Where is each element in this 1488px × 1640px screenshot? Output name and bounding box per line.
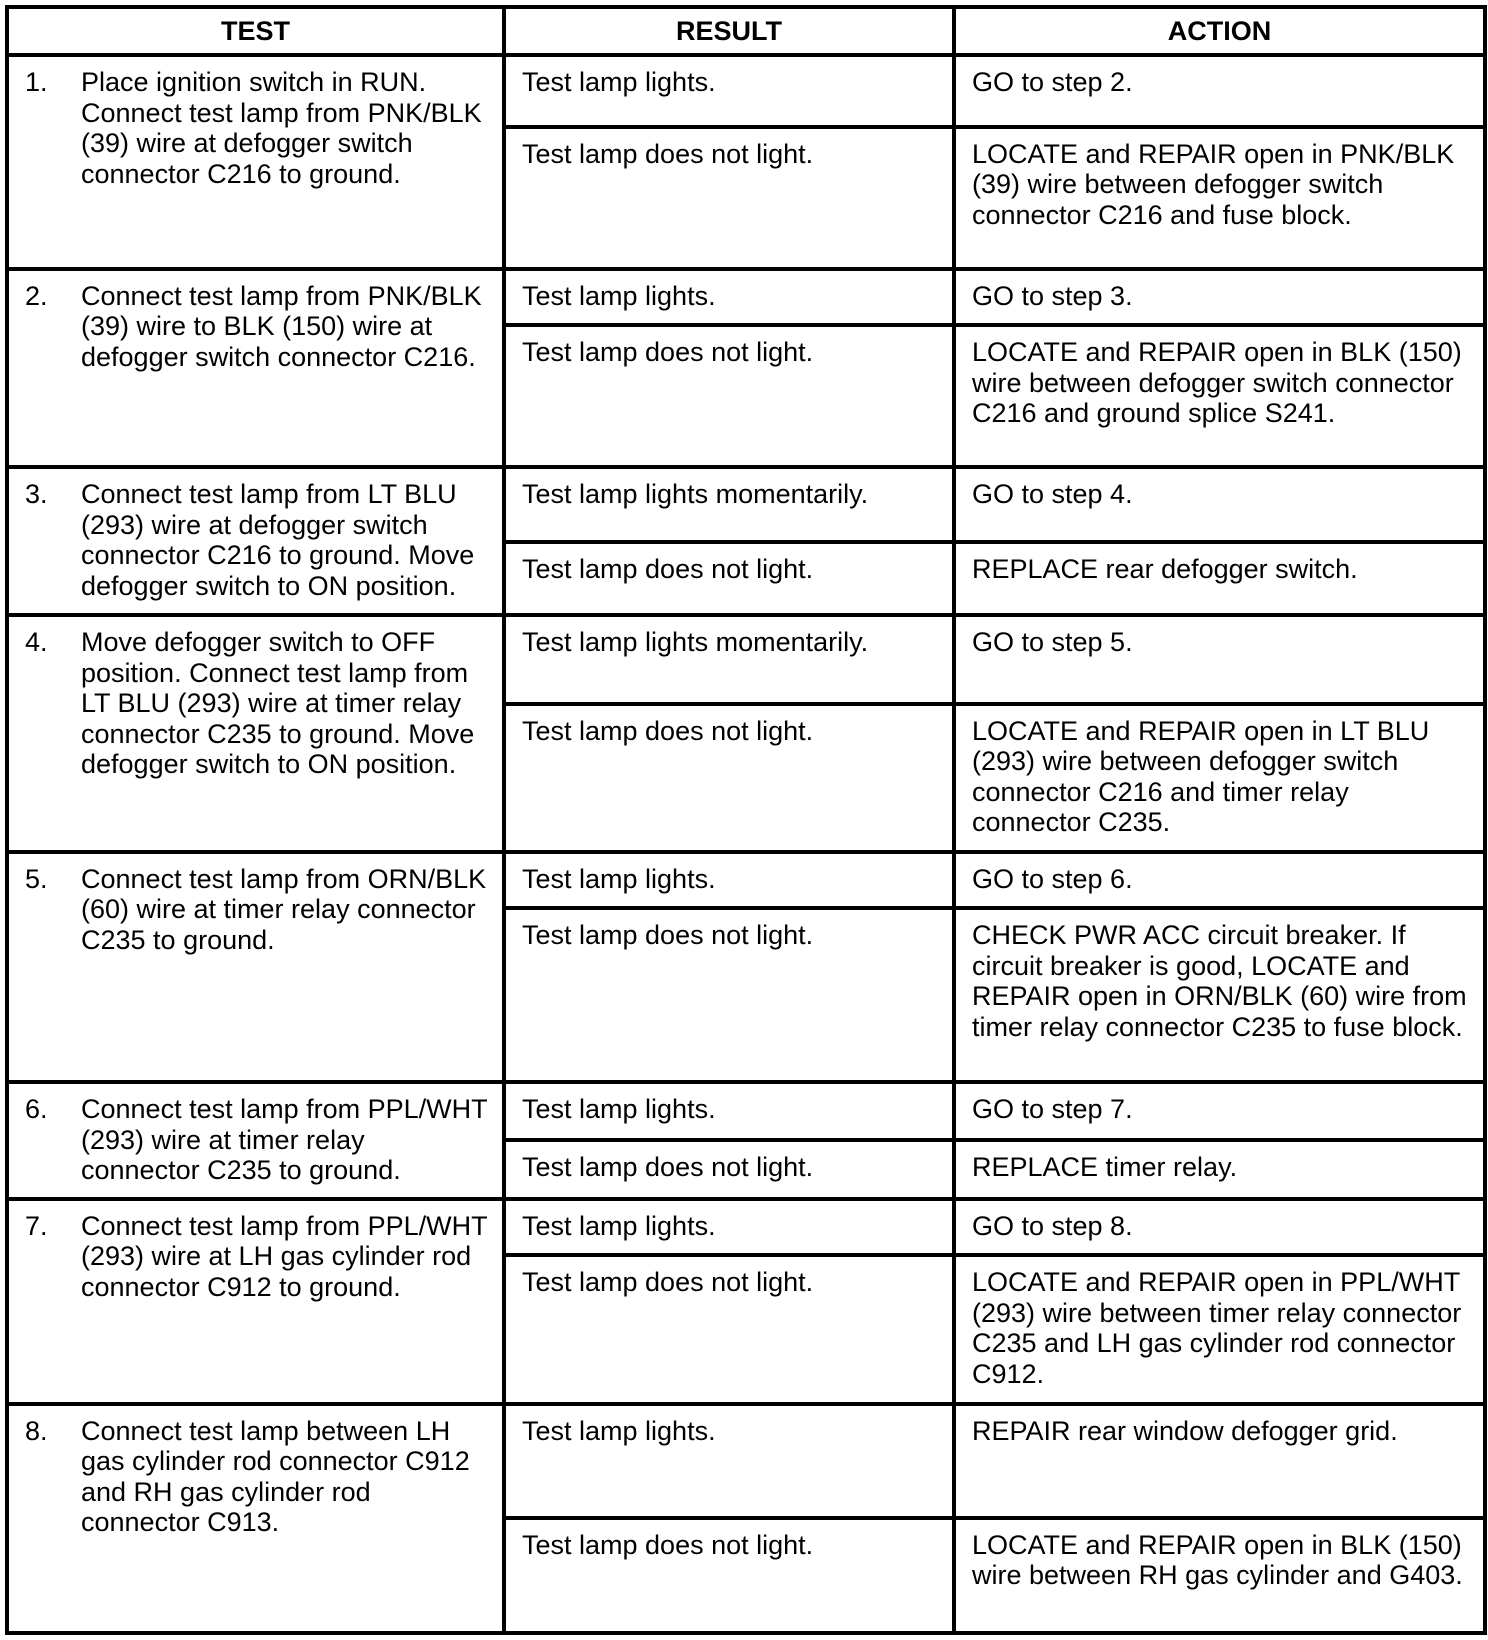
test-description: Connect test lamp from LT BLU (293) wire at defogger switch connector C216 to ground. Move defogger switch to ON position. (81, 479, 475, 601)
step-number: 6. (25, 1094, 48, 1125)
result-cell: Test lamp does not light. (504, 704, 954, 852)
header-row (7, 7, 1485, 55)
result-cell: Test lamp lights momentarily. (504, 615, 954, 703)
step-number: 3. (25, 479, 48, 510)
table-row (7, 1199, 1485, 1256)
action-cell: CHECK PWR ACC circuit breaker. If circuit breaker is good, LOCATE and REPAIR open in ORN/BLK (60) wire from timer relay connector C235 to fuse block. (954, 908, 1485, 1082)
table-row (7, 467, 1485, 542)
step-number: 8. (25, 1415, 48, 1446)
result-cell: Test lamp does not light. (504, 1140, 954, 1199)
action-cell: LOCATE and REPAIR open in PPL/WHT (293) wire between timer relay connector C235 and LH gas cylinder rod connector C912. (954, 1255, 1485, 1403)
action-cell: LOCATE and REPAIR open in PNK/BLK (39) wire between defogger switch connector C216 and fuse block. (954, 127, 1485, 269)
test-cell (7, 615, 504, 852)
test-cell (7, 55, 504, 269)
result-cell: Test lamp lights. (504, 852, 954, 909)
action-cell: REPLACE timer relay. (954, 1140, 1485, 1199)
action-cell: GO to step 7. (954, 1082, 1485, 1140)
action-cell: GO to step 4. (954, 467, 1485, 542)
diagnostic-table (5, 5, 1487, 1635)
table-row (7, 55, 1485, 127)
step-number: 2. (25, 280, 48, 311)
action-cell: GO to step 8. (954, 1199, 1485, 1256)
test-description: Connect test lamp between LH gas cylinder rod connector C912 and RH gas cylinder rod connector C913. (81, 1415, 470, 1538)
result-cell: Test lamp lights momentarily. (504, 467, 954, 542)
step-number: 4. (25, 627, 48, 658)
test-description: Connect test lamp from PPL/WHT (293) wire at LH gas cylinder rod connector C912 to ground. (81, 1210, 488, 1302)
test-cell (7, 269, 504, 467)
result-cell: Test lamp lights. (504, 269, 954, 326)
result-cell: Test lamp does not light. (504, 325, 954, 467)
result-cell: Test lamp does not light. (504, 1255, 954, 1403)
action-cell: LOCATE and REPAIR open in BLK (150) wire between RH gas cylinder and G403. (954, 1518, 1485, 1633)
result-cell: Test lamp lights. (504, 1199, 954, 1256)
action-cell: REPAIR rear window defogger grid. (954, 1404, 1485, 1518)
result-cell: Test lamp lights. (504, 55, 954, 127)
test-cell (7, 467, 504, 615)
result-cell: Test lamp does not light. (504, 1518, 954, 1633)
action-cell: LOCATE and REPAIR open in BLK (150) wire between defogger switch connector C216 and ground splice S241. (954, 325, 1485, 467)
action-cell: GO to step 3. (954, 269, 1485, 326)
table-row (7, 852, 1485, 909)
result-cell: Test lamp does not light. (504, 542, 954, 615)
action-cell: GO to step 2. (954, 55, 1485, 127)
result-cell: Test lamp lights. (504, 1082, 954, 1140)
test-cell (7, 1199, 504, 1404)
table-row (7, 1404, 1485, 1518)
result-cell: Test lamp does not light. (504, 127, 954, 269)
test-cell (7, 852, 504, 1082)
action-cell: GO to step 5. (954, 615, 1485, 703)
header-action: ACTION (954, 7, 1485, 55)
result-cell: Test lamp does not light. (504, 908, 954, 1082)
table-row (7, 269, 1485, 326)
action-cell: REPLACE rear defogger switch. (954, 542, 1485, 615)
header-result: RESULT (504, 7, 954, 55)
action-cell: GO to step 6. (954, 852, 1485, 909)
result-cell: Test lamp lights. (504, 1404, 954, 1518)
test-description: Place ignition switch in RUN. Connect test lamp from PNK/BLK (39) wire at defogger switch connector C216 to ground. (81, 67, 482, 189)
action-cell: LOCATE and REPAIR open in LT BLU (293) wire between defogger switch connector C216 and timer relay connector C235. (954, 704, 1485, 852)
table-row (7, 615, 1485, 703)
table-row (7, 1082, 1485, 1140)
test-cell (7, 1404, 504, 1633)
step-number: 5. (25, 863, 48, 894)
test-cell (7, 1082, 504, 1199)
header-test: TEST (7, 7, 504, 55)
step-number: 7. (25, 1210, 48, 1241)
step-number: 1. (25, 67, 48, 97)
test-description: Connect test lamp from PNK/BLK (39) wire to BLK (150) wire at defogger switch connector C216. (81, 280, 482, 372)
test-description: Move defogger switch to OFF position. Connect test lamp from LT BLU (293) wire at timer relay connector C235 to ground. Move defogger switch to ON position. (81, 627, 475, 780)
test-description: Connect test lamp from PPL/WHT (293) wire at timer relay connector C235 to ground. (81, 1094, 488, 1186)
test-description: Connect test lamp from ORN/BLK (60) wire at timer relay connector C235 to ground. (81, 863, 487, 955)
